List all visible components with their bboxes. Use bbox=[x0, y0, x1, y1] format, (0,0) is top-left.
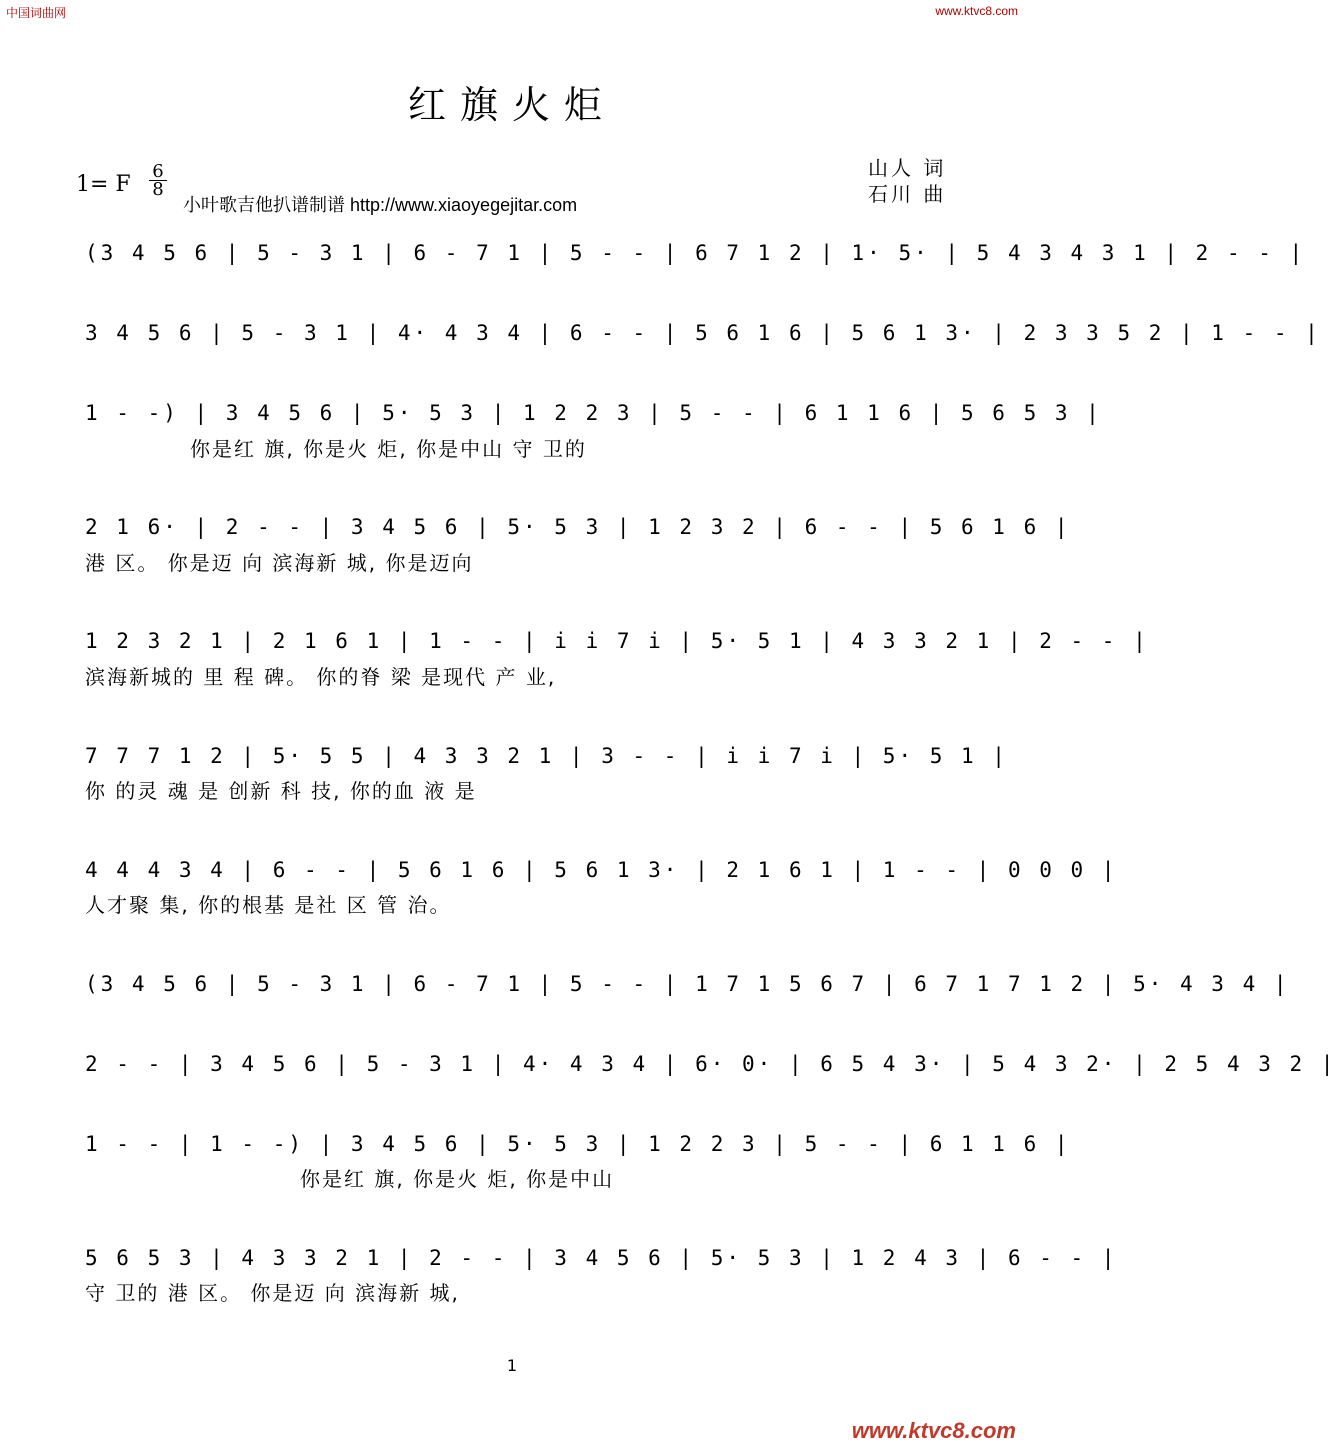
lyric-line-7: 人才聚 集, 你的根基 是社 区 管 治。 bbox=[85, 893, 452, 917]
notation-line-11: 5 6 5 3 | 4 3 3 2 1 | 2 - - | 3 4 5 6 | 5· 5 3 | 1 2 4 3 | 6 - - | bbox=[85, 1246, 1118, 1270]
notation-line-9: 2 - - | 3 4 5 6 | 5 - 3 1 | 4· 4 3 4 | 6· 0· | 6 5 4 3· | 5 4 3 2· | 2 5 4 3 2 | bbox=[85, 1052, 1336, 1076]
notation-line-6: 7 7 7 1 2 | 5· 5 5 | 4 3 3 2 1 | 3 - - | i i 7 i | 5· 5 1 | bbox=[85, 744, 1008, 768]
notation-line-2: 3 4 5 6 | 5 - 3 1 | 4· 4 3 4 | 6 - - | 5 6 1 6 | 5 6 1 3· | 2 3 3 5 2 | 1 - - | bbox=[85, 321, 1321, 345]
watermark-top-left: 中国词曲网 bbox=[6, 6, 67, 20]
notation-line-1: (3 4 5 6 | 5 - 3 1 | 6 - 7 1 | 5 - - | 6 7 1 2 | 1· 5· | 5 4 3 4 3 1 | 2 - - | bbox=[85, 241, 1306, 265]
notation-line-10: 1 - - | 1 - -) | 3 4 5 6 | 5· 5 3 | 1 2 2 3 | 5 - - | 6 1 1 6 | bbox=[85, 1132, 1071, 1156]
page-number: 1 bbox=[506, 1356, 518, 1375]
maker-credit: 小叶歌吉他扒谱制谱 http://www.xiaoyegejitar.com bbox=[183, 195, 578, 215]
notation-line-7: 4 4 4 3 4 | 6 - - | 5 6 1 6 | 5 6 1 3· | 2 1 6 1 | 1 - - | 0 0 0 | bbox=[85, 858, 1118, 882]
key-signature: 1= F bbox=[76, 172, 131, 197]
notation-line-3: 1 - -) | 3 4 5 6 | 5· 5 3 | 1 2 2 3 | 5 - - | 6 1 1 6 | 5 6 5 3 | bbox=[85, 401, 1102, 425]
lyricist-credit: 山人 词 bbox=[868, 156, 947, 180]
lyric-line-4: 港 区。 你是迈 向 滨海新 城, 你是迈向 bbox=[85, 551, 474, 575]
song-title: 红旗火炬 bbox=[407, 83, 616, 127]
time-signature-numerator: 6 bbox=[152, 161, 164, 182]
composer-credit: 石川 曲 bbox=[868, 182, 947, 206]
lyric-line-11: 守 卫的 港 区。 你是迈 向 滨海新 城, bbox=[85, 1281, 460, 1305]
notation-line-8: (3 4 5 6 | 5 - 3 1 | 6 - 7 1 | 5 - - | 1 7 1 5 6 7 | 6 7 1 7 1 2 | 5· 4 3 4 | bbox=[85, 972, 1290, 996]
watermark-top-right: www.ktvc8.com bbox=[935, 4, 1018, 18]
watermark-bottom-right: www.ktvc8.com bbox=[851, 1418, 1016, 1443]
time-signature bbox=[148, 163, 168, 198]
notation-line-5: 1 2 3 2 1 | 2 1 6 1 | 1 - - | i i 7 i | 5· 5 1 | 4 3 3 2 1 | 2 - - | bbox=[85, 629, 1149, 653]
lyric-line-5: 滨海新城的 里 程 碑。 你的脊 梁 是现代 产 业, bbox=[85, 665, 557, 689]
lyric-line-6: 你 的灵 魂 是 创新 科 技, 你的血 液 是 bbox=[85, 779, 477, 803]
time-signature-denominator: 8 bbox=[152, 179, 164, 200]
lyric-line-10: 你是红 旗, 你是火 炬, 你是中山 bbox=[300, 1167, 615, 1191]
notation-line-4: 2 1 6· | 2 - - | 3 4 5 6 | 5· 5 3 | 1 2 3 2 | 6 - - | 5 6 1 6 | bbox=[85, 515, 1071, 539]
lyric-line-3: 你是红 旗, 你是火 炬, 你是中山 守 卫的 bbox=[190, 437, 587, 461]
